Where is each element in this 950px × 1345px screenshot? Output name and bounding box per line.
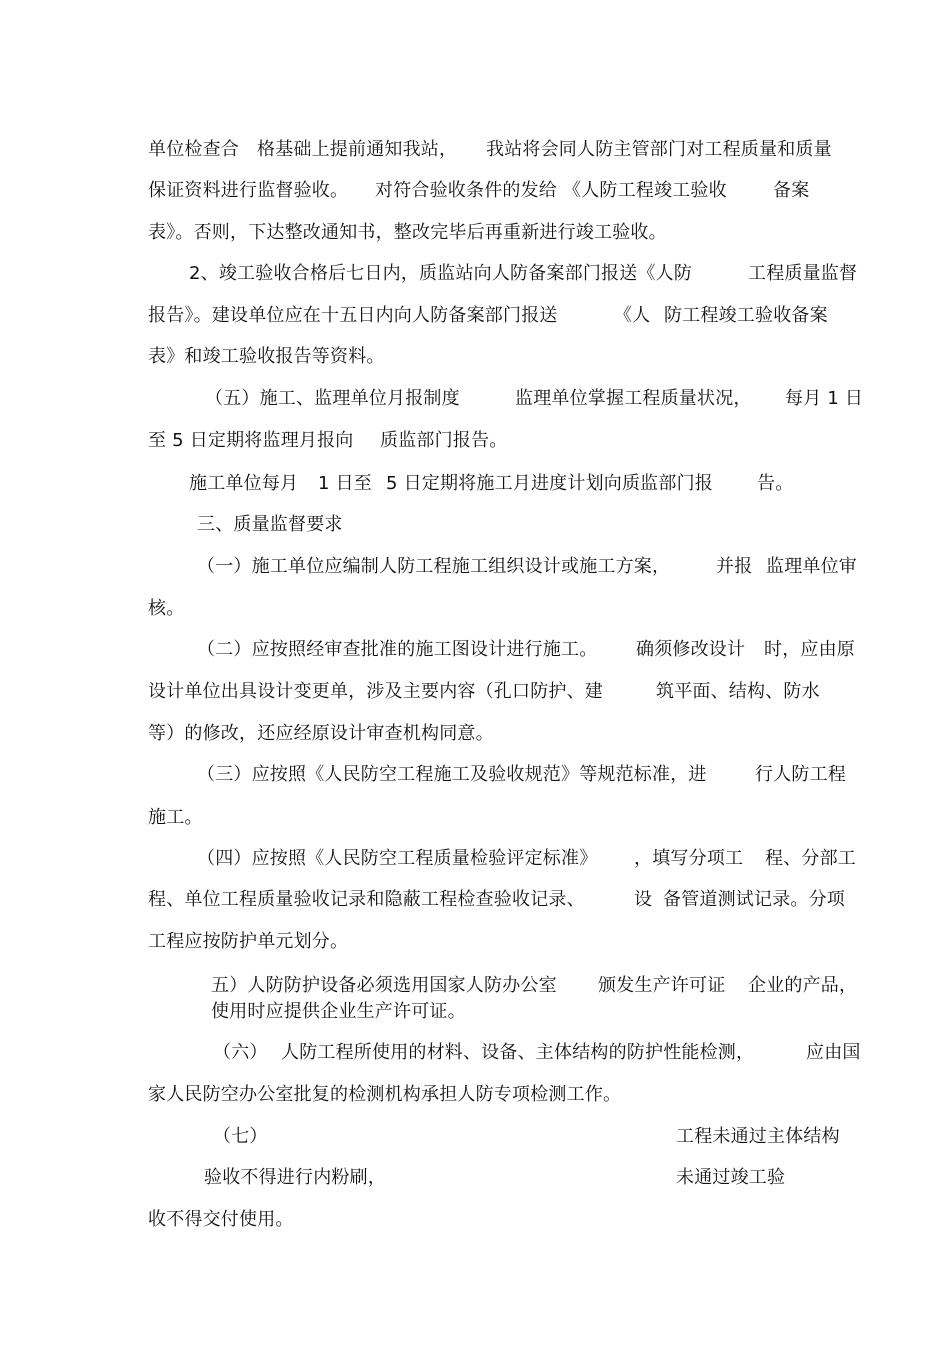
line-21-part-0: 使用时应提供企业生产许可证。 <box>211 1001 466 1022</box>
line-12-part-2: 时，应由原 <box>764 639 855 660</box>
line-2-part-0: 表》。否则，下达整改通知书，整改完毕后再重新进行竣工验收。 <box>148 222 667 243</box>
line-24-part-0: （七） <box>213 1126 268 1147</box>
section-heading-quality-requirements: 三、质量监督要求 <box>197 514 343 535</box>
line-18-part-2: 备管道测试记录。分项 <box>663 889 845 910</box>
line-13-part-0: 设计单位出具设计变更单，涉及主要内容（孔口防护、建 <box>148 681 603 702</box>
line-8-part-0: 施工单位每月 <box>189 473 299 494</box>
line-0-part-2: 我站将会同人防主管部门对工程质量和质量 <box>486 139 832 160</box>
line-23-part-0: 家人民防空办公室批复的检测机构承担人防专项检测工作。 <box>148 1084 622 1105</box>
line-20-part-2: 企业的产品， <box>748 975 858 996</box>
line-14-part-0: 等）的修改，还应经原设计审查机构同意。 <box>148 723 494 744</box>
line-18-part-1: 设 <box>634 889 653 910</box>
line-1-part-0: 保证资料进行监督验收。 <box>148 180 349 201</box>
line-1-part-3: 备案 <box>773 180 810 201</box>
line-20-part-0: 五）人防防护设备必须选用国家人防办公室 <box>211 975 557 996</box>
line-1-part-1: 对符合验收条件的发给 <box>375 180 557 201</box>
line-15-part-0: （三）应按照《人民防空工程施工及验收规范》等规范标准，进 <box>197 764 707 785</box>
line-4-part-1: 《人 <box>614 305 651 326</box>
line-26-part-0: 收不得交付使用。 <box>148 1209 294 1230</box>
line-17-part-0: （四）应按照《人民防空工程质量检验评定标准》 <box>197 848 598 869</box>
line-17-part-2: 程、分部工 <box>765 848 856 869</box>
line-13-part-1: 筑平面、结构、防水 <box>656 681 820 702</box>
line-7-part-1: 质监部门报告。 <box>380 430 508 451</box>
line-18-part-0: 程、单位工程质量验收记录和隐蔽工程检查验收记录、 <box>148 889 585 910</box>
line-8-part-1: 1 日至 <box>318 473 372 494</box>
line-16-part-0: 施工。 <box>148 807 203 828</box>
line-20-part-1: 颁发生产许可证 <box>598 975 726 996</box>
line-5-part-0: 表》和竣工验收报告等资料。 <box>148 346 385 367</box>
line-15-part-1: 行人防工程 <box>755 764 846 785</box>
line-10-part-0: （一）施工单位应编制人防工程施工组织设计或施工方案， <box>197 556 671 577</box>
line-6-part-2: 每月 1 日 <box>785 388 864 409</box>
line-10-part-1: 并报 <box>716 556 753 577</box>
line-22-part-2: 应由国 <box>806 1042 861 1063</box>
line-12-part-0: （二）应按照经审查批准的施工图设计进行施工。 <box>197 639 598 660</box>
line-4-part-0: 报告》。建设单位应在十五日内向人防备案部门报送 <box>148 305 558 326</box>
line-1-part-2: 《人防工程竣工验收 <box>563 180 727 201</box>
line-17-part-1: ，填写分项工 <box>634 848 744 869</box>
line-12-part-1: 确须修改设计 <box>636 639 746 660</box>
line-25-part-0: 验收不得进行内粉刷， <box>204 1167 386 1188</box>
line-6-part-1: 监理单位掌握工程质量状况， <box>515 388 752 409</box>
line-0-part-0: 单位检查合 <box>148 139 239 160</box>
line-8-part-2: 5 日定期将施工月进度计划向质监部门报 <box>386 473 713 494</box>
line-7-part-0: 至 5 日定期将监理月报向 <box>148 430 354 451</box>
line-6-part-0: （五）施工、监理单位月报制度 <box>205 388 460 409</box>
line-8-part-3: 告。 <box>757 473 794 494</box>
line-19-part-0: 工程应按防护单元划分。 <box>148 931 349 952</box>
line-3-part-0: 2、竣工验收合格后七日内，质监站向人防备案部门报送《人防 <box>189 263 693 284</box>
line-22-part-0: （六） <box>213 1042 268 1063</box>
line-3-part-1: 工程质量监督 <box>748 263 858 284</box>
line-0-part-1: 格基础上提前通知我站， <box>257 139 458 160</box>
line-25-part-1: 未通过竣工验 <box>676 1167 786 1188</box>
line-24-part-1: 工程未通过主体结构 <box>676 1126 840 1147</box>
line-4-part-2: 防工程竣工验收备案 <box>664 305 828 326</box>
line-10-part-2: 监理单位审 <box>766 556 857 577</box>
line-22-part-1: 人防工程所使用的材料、设备、主体结构的防护性能检测， <box>281 1042 755 1063</box>
line-11-part-0: 核。 <box>148 598 185 619</box>
